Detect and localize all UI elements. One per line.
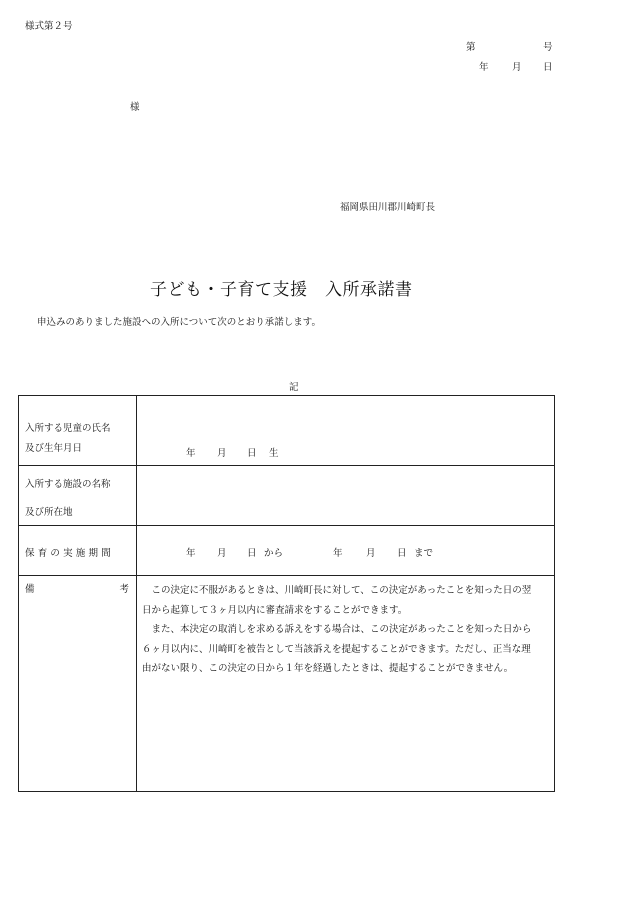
table-row-child (19, 396, 555, 466)
remarks-label-right: 考 (119, 584, 129, 595)
remarks-label-cell (19, 576, 137, 792)
to-day: 日 (397, 548, 407, 559)
table-row-period (19, 526, 555, 576)
table-row-remarks (19, 576, 555, 792)
facility-label-line1: 入所する施設の名称 (25, 479, 111, 490)
child-label-line2: 及び生年月日 (25, 443, 83, 454)
facility-value-cell[interactable] (137, 466, 555, 526)
table-row-facility (19, 466, 555, 526)
recipient-suffix: 様 (130, 102, 140, 113)
from-word: から (264, 548, 284, 559)
period-value-cell[interactable] (137, 526, 555, 576)
doc-number-prefix: 第 (466, 42, 476, 53)
to-year: 年 (333, 548, 343, 559)
date-year: 年 (479, 62, 489, 73)
issuer-name: 福岡県田川郡川崎町長 (340, 202, 436, 213)
remarks-paragraph-2: また、本決定の取消しを求める訴えをする場合は、この決定があったことを知った日から６ヶ月以内に、川崎町を被告として当該訴えを提起することができます。ただし、正当な理由がない限り、この決定の日から１年を経過したときは、提起することができません。 (142, 624, 532, 674)
child-value-cell[interactable] (137, 396, 555, 466)
from-month: 月 (217, 548, 227, 559)
from-year: 年 (186, 548, 196, 559)
birth-suffix: 生 (269, 448, 279, 459)
facility-label-line2: 及び所在地 (25, 507, 73, 518)
period-label: 保育の実施期間 (25, 548, 114, 559)
form-number: 様式第２号 (25, 21, 73, 32)
lead-text: 申込みのありました施設への入所について次のとおり承諾します。 (37, 317, 322, 328)
birth-month: 月 (217, 448, 227, 459)
ki-marker: 記 (289, 382, 299, 393)
child-label-line1: 入所する児童の氏名 (25, 423, 111, 434)
to-month: 月 (366, 548, 376, 559)
remarks-value-cell (137, 576, 555, 792)
facility-label-cell (19, 466, 137, 526)
approval-table (18, 395, 555, 792)
period-label-cell (19, 526, 137, 576)
date-day: 日 (543, 62, 553, 73)
remarks-label-left: 備 (25, 584, 35, 595)
remarks-paragraph-1: この決定に不服があるときは、川崎町長に対して、この決定があったことを知った日の翌日から起算して３ヶ月以内に審査請求をすることができます。 (142, 585, 532, 616)
date-month: 月 (512, 62, 522, 73)
birth-year: 年 (186, 448, 196, 459)
child-label-cell (19, 396, 137, 466)
document-title: 子ども・子育て支援 入所承諾書 (150, 280, 413, 300)
birth-day: 日 (247, 448, 257, 459)
doc-number-suffix: 号 (543, 42, 553, 53)
from-day: 日 (247, 548, 257, 559)
to-word: まで (414, 548, 434, 559)
